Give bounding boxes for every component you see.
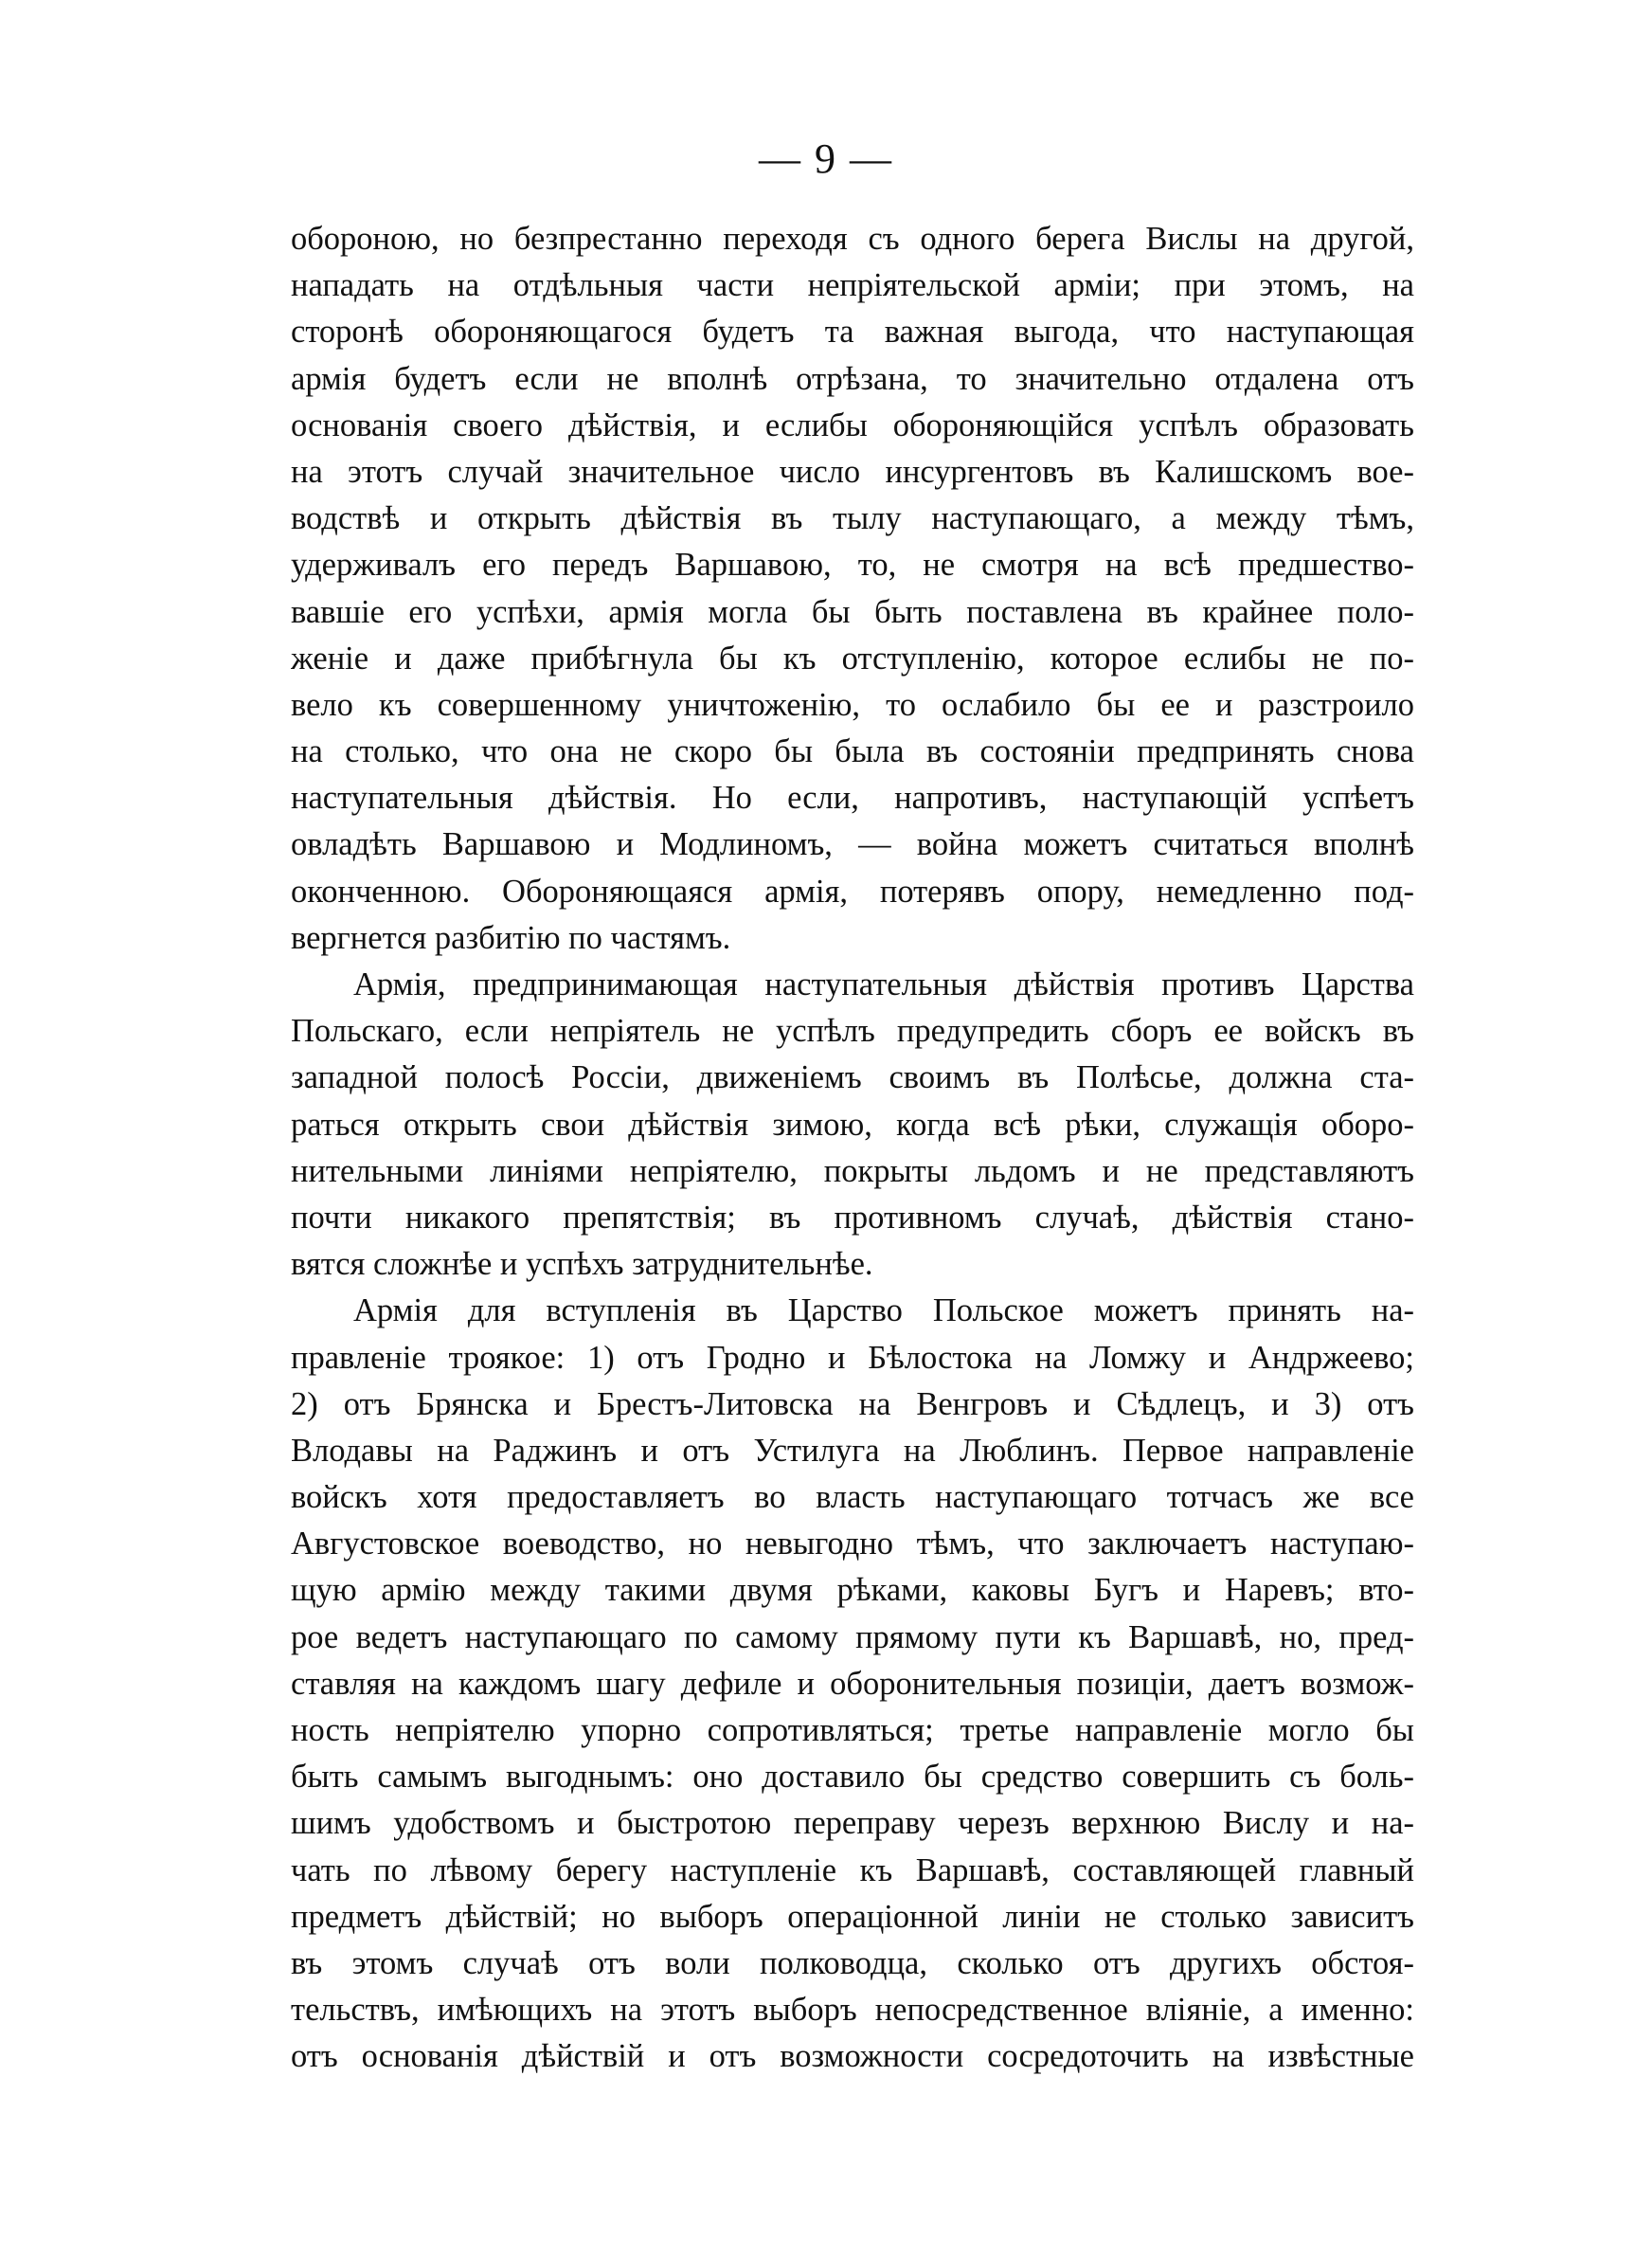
text-line: нительными линіями непріятелю, покрыты льдомъ и не представляютъ [291, 1152, 1414, 1189]
text-line: предметъ дѣйствій; но выборъ операціонной линіи не столько зависитъ [291, 1898, 1414, 1935]
text-line: Польскаго, если непріятель не успѣлъ предупредить сборъ ее войскъ въ [291, 1013, 1414, 1050]
text-line: чать по лѣвому берегу наступленіе къ Варшавѣ, составляющей главный [291, 1851, 1414, 1888]
text-line: вергнется разбитію по частямъ. [291, 919, 731, 956]
text-line: западной полосѣ Россіи, движеніемъ своимъ въ Полѣсье, должна ста- [291, 1059, 1414, 1096]
text-line: обороною, но безпрестанно переходя съ одного берега Вислы на другой, [291, 221, 1414, 257]
text-line: на этотъ случай значительное число инсургентовъ въ Калишскомъ вое- [291, 453, 1414, 490]
text-line: удерживалъ его передъ Варшавою, то, не смотря на всѣ предшество- [291, 547, 1414, 584]
text-line: сторонѣ обороняющагося будетъ та важная выгода, что наступающая [291, 314, 1414, 351]
text-line: вело къ совершенному уничтоженію, то ослабило бы ее и разстроило [291, 686, 1414, 723]
text-line: щую армію между такими двумя рѣками, каковы Бугъ и Наревъ; вто- [291, 1572, 1414, 1609]
text-line: войскъ хотя предоставляетъ во власть наступающаго тотчасъ же все [291, 1479, 1414, 1516]
text-line: рое ведетъ наступающаго по самому прямому пути къ Варшавѣ, но, пред- [291, 1618, 1414, 1655]
text-line: быть самымъ выгоднымъ: оно доставило бы средство совершить съ боль- [291, 1759, 1414, 1796]
text-line: вавшіе его успѣхи, армія могла бы быть поставлена въ крайнее поло- [291, 593, 1414, 630]
text-line: на столько, что она не скоро бы была въ состояніи предпринять снова [291, 733, 1414, 770]
page-number: — 9 — [759, 135, 893, 182]
text-line: вятся сложнѣе и успѣхъ затруднительнѣе. [291, 1246, 873, 1283]
text-line: наступательныя дѣйствія. Но если, напротивъ, наступающій успѣетъ [291, 780, 1414, 817]
text-line: женіе и даже прибѣгнула бы къ отступленію, которое еслибы не по- [291, 640, 1414, 677]
text-line: почти никакого препятствія; въ противномъ случаѣ, дѣйствія стано- [291, 1199, 1414, 1236]
text-line: ставляя на каждомъ шагу дефиле и оборонительныя позиціи, даетъ возмож- [291, 1665, 1414, 1702]
text-line: ность непріятелю упорно сопротивляться; третье направленіе могло бы [291, 1712, 1414, 1748]
text-line: шимъ удобствомъ и быстротою переправу черезъ верхнюю Вислу и на- [291, 1805, 1414, 1842]
text-line: Влодавы на Раджинъ и отъ Устилуга на Люблинъ. Первое направленіе [291, 1432, 1414, 1469]
text-line: Августовское воеводство, но невыгодно тѣмъ, что заключаетъ наступаю- [291, 1526, 1414, 1562]
text-line: правленіе троякое: 1) отъ Гродно и Бѣлостока на Ломжу и Андржеево; [291, 1339, 1414, 1376]
text-line: овладѣть Варшавою и Модлиномъ, — война можетъ считаться вполнѣ [291, 826, 1414, 863]
text-line: нападать на отдѣльныя части непріятельской арміи; при этомъ, на [291, 267, 1414, 304]
text-line: раться открыть свои дѣйствія зимою, когда всѣ рѣки, служащія оборо- [291, 1106, 1414, 1143]
text-line: оконченною. Обороняющаяся армія, потерявъ опору, немедленно под- [291, 873, 1414, 910]
text-line: тельствъ, имѣющихъ на этотъ выборъ непосредственное вліяніе, а именно: [291, 1992, 1414, 2029]
body-text [291, 216, 1414, 2081]
text-line: водствѣ и открыть дѣйствія въ тылу наступающаго, а между тѣмъ, [291, 500, 1414, 537]
text-line: 2) отъ Брянска и Брестъ-Литовска на Венгровъ и Сѣдлецъ, и 3) отъ [291, 1385, 1414, 1422]
text-line: въ этомъ случаѣ отъ воли полководца, сколько отъ другихъ обстоя- [291, 1944, 1414, 1981]
paragraph-first-line: Армія, предпринимающая наступательныя дѣйствія противъ Царства [353, 966, 1414, 1002]
paragraph-first-line: Армія для вступленія въ Царство Польское можетъ принять на- [353, 1292, 1414, 1329]
text-line: армія будетъ если не вполнѣ отрѣзана, то значительно отдалена отъ [291, 360, 1414, 397]
text-line: основанія своего дѣйствія, и еслибы обороняющійся успѣлъ образовать [291, 406, 1414, 443]
text-line: отъ основанія дѣйствій и отъ возможности сосредоточить на извѣстные [291, 2038, 1414, 2075]
